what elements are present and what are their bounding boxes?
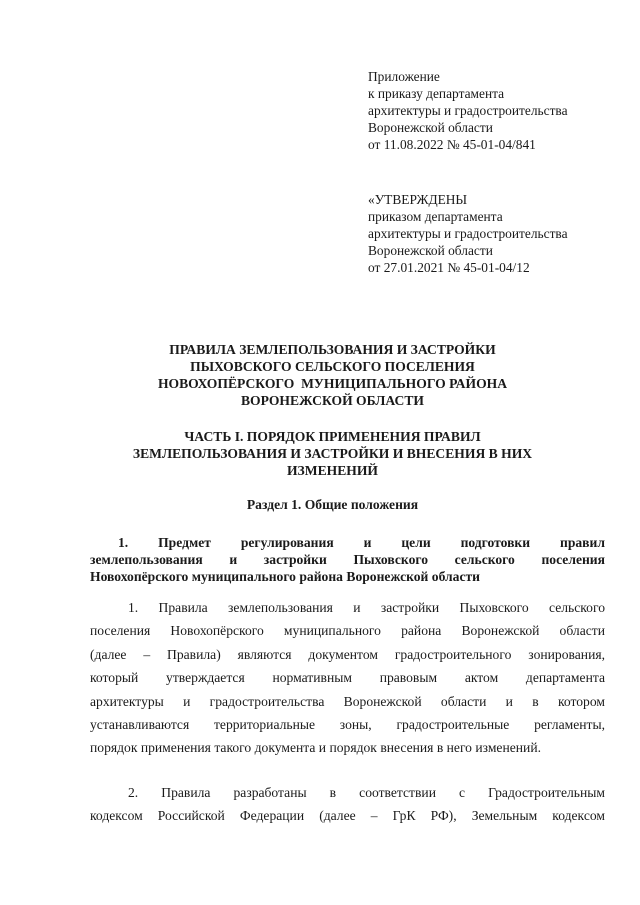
paragraph-line: кодексом Российской Федерации (далее – ГрК РФ), Земельным кодексом — [90, 808, 605, 824]
section-title-text: Раздел 1. Общие положения — [246, 497, 419, 512]
approval-block — [368, 191, 618, 276]
appendix-line: Приложение — [368, 69, 440, 84]
approval-line: архитектуры и градостроительства — [368, 226, 568, 241]
section-title — [60, 496, 605, 513]
subsection-heading-line: землепользования и застройки Пыховского сельского поселения — [90, 552, 605, 567]
appendix-line: от 11.08.2022 № 45-01-04/841 — [368, 137, 536, 152]
paragraph-line: (далее – Правила) являются документом градостроительного зонирования, — [90, 646, 605, 662]
paragraph-line: порядок применения такого документа и порядок внесения в него изменений. — [90, 740, 541, 756]
subsection-heading-line: Новохопёрского муниципального района Воронежской области — [90, 569, 481, 584]
paragraph-line: 1. Правила землепользования и застройки Пыховского сельского — [128, 600, 605, 615]
paragraph-line: 2. Правила разработаны в соответствии с Градостроительным — [128, 785, 605, 800]
part-title-line: ЗЕМЛЕПОЛЬЗОВАНИЯ И ЗАСТРОЙКИ И ВНЕСЕНИЯ В НИХ — [132, 446, 533, 461]
document-title — [60, 341, 605, 409]
part-title — [60, 428, 605, 479]
paragraph-line: который утверждается нормативным правовым актом департамента — [90, 670, 605, 686]
approval-line: от 27.01.2021 № 45-01-04/12 — [368, 260, 530, 275]
paragraph-1 — [90, 596, 605, 760]
subsection-heading — [90, 534, 605, 585]
title-line: НОВОХОПЁРСКОГО МУНИЦИПАЛЬНОГО РАЙОНА — [157, 376, 508, 391]
appendix-line: Воронежской области — [368, 120, 493, 135]
title-line: ВОРОНЕЖСКОЙ ОБЛАСТИ — [240, 393, 424, 408]
approval-line: Воронежской области — [368, 243, 493, 258]
paragraph-line: устанавливаются территориальные зоны, градостроительные регламенты, — [90, 716, 605, 732]
appendix-block — [368, 68, 618, 153]
approval-line: приказом департамента — [368, 209, 503, 224]
title-line: ПРАВИЛА ЗЕМЛЕПОЛЬЗОВАНИЯ И ЗАСТРОЙКИ — [169, 342, 496, 357]
paragraph-line: архитектуры и градостроительства Воронежской области и в котором — [90, 693, 605, 709]
part-title-line: ЧАСТЬ I. ПОРЯДОК ПРИМЕНЕНИЯ ПРАВИЛ — [184, 429, 481, 444]
subsection-heading-line: 1. Предмет регулирования и цели подготовки правил — [118, 535, 605, 550]
appendix-line: архитектуры и градостроительства — [368, 103, 568, 118]
part-title-line: ИЗМЕНЕНИЙ — [286, 463, 378, 478]
title-line: ПЫХОВСКОГО СЕЛЬСКОГО ПОСЕЛЕНИЯ — [190, 359, 475, 374]
paragraph-line: поселения Новохопёрского муниципального района Воронежской области — [90, 623, 605, 639]
paragraph-2 — [90, 781, 605, 828]
appendix-line: к приказу департамента — [368, 86, 505, 101]
approval-line: «УТВЕРЖДЕНЫ — [368, 192, 468, 207]
